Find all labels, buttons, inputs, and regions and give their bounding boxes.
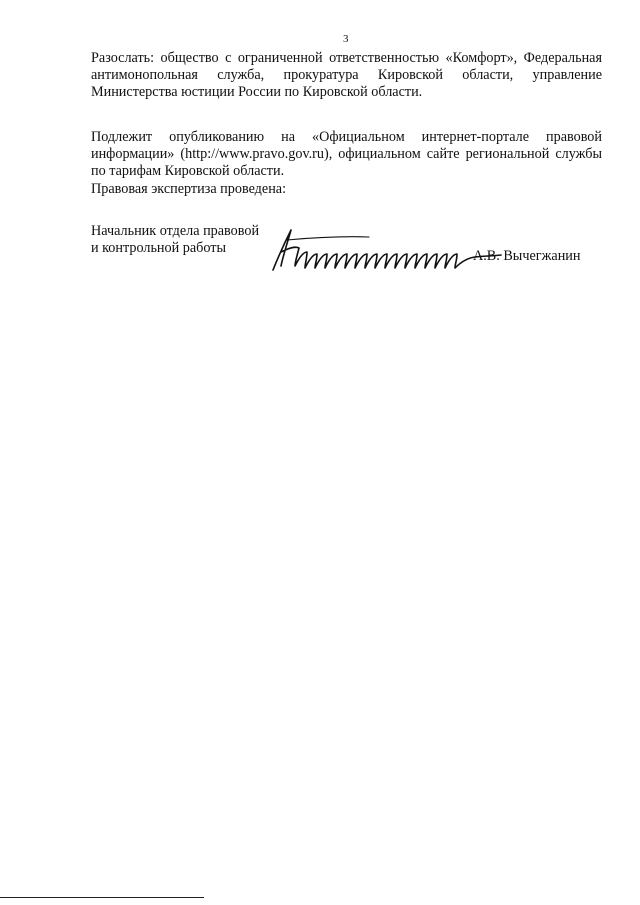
distribution-list	[91, 50, 602, 101]
signature-block	[91, 223, 611, 283]
footnote-divider	[0, 897, 204, 898]
signer-position	[91, 223, 281, 257]
signer-position-line-2: и контрольной работы	[91, 240, 226, 256]
signer-position-line-1: Начальник отдела правовой	[91, 223, 260, 239]
distribution-text: Разослать: общество с ограниченной ответственностью «Комфорт», Федеральная антимонопольная служба, прокуратура Кировской области, управление Министерства юстиции России по Кировской области.	[91, 50, 602, 100]
expertise-text: Правовая экспертиза проведена:	[91, 181, 287, 197]
page-number: 3	[343, 33, 349, 45]
legal-expertise-note	[91, 181, 602, 198]
publication-notice	[91, 129, 602, 180]
publication-text: Подлежит опубликованию на «Официальном интернет-портале правовой информации» (http://www.pravo.gov.ru), официальном сайте региональной службы по тарифам Кировской области.	[91, 129, 602, 179]
signer-name: А.В. Вычегжанин	[473, 248, 581, 264]
